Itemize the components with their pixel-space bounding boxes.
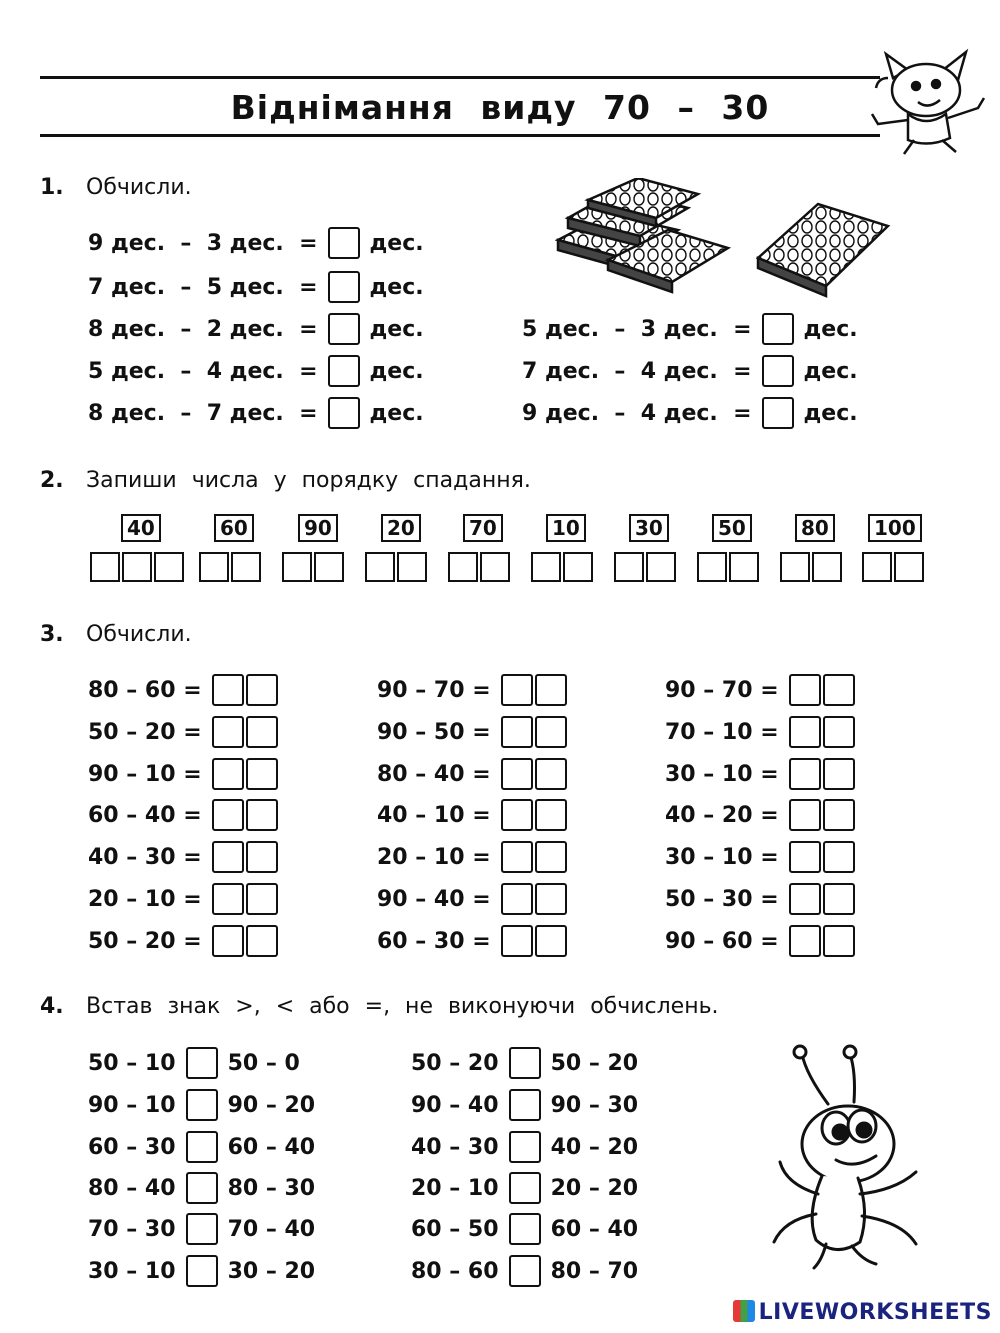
answer-cell[interactable] (246, 841, 278, 873)
expression-left: 80 – 60 (411, 1258, 499, 1284)
ex4-row (411, 1212, 638, 1246)
answer-cell[interactable] (789, 716, 821, 748)
expression: 90 – 50 = (377, 719, 491, 745)
expression: 40 – 20 = (665, 802, 779, 828)
answer-pair (789, 758, 857, 790)
ex1-a: 8 (88, 316, 104, 342)
answer-pair (501, 841, 569, 873)
expression-left: 30 – 10 (88, 1258, 176, 1284)
expression: 90 – 70 = (665, 677, 779, 703)
sign-box[interactable] (186, 1047, 218, 1079)
order-answer-group-1 (90, 552, 186, 582)
expression: 90 – 60 = (665, 928, 779, 954)
order-answer-group-2 (199, 552, 263, 582)
ex3-row (88, 715, 280, 749)
answer-cell[interactable] (535, 758, 567, 790)
answer-cell[interactable] (535, 674, 567, 706)
ex1-left-row-5: 8 дес. – 7 дес. = дес. (88, 396, 424, 430)
ex3-row (377, 882, 569, 916)
exercise-number: 1. (40, 175, 64, 200)
expression-left: 50 – 10 (88, 1050, 176, 1076)
ex3-row (665, 840, 857, 874)
answer-cell[interactable] (246, 758, 278, 790)
answer-cell[interactable] (823, 799, 855, 831)
ex1-b: 4 (206, 358, 223, 384)
answer-pair (212, 758, 280, 790)
answer-pair (212, 799, 280, 831)
answer-cell[interactable] (246, 799, 278, 831)
answer-cell[interactable] (729, 552, 759, 582)
exercise-2-heading (40, 468, 531, 493)
ex4-row (88, 1046, 300, 1080)
ex3-row (377, 757, 569, 791)
unit-label: дес. (369, 230, 424, 256)
exercise-4-heading (40, 994, 719, 1019)
ex3-row (665, 715, 857, 749)
ex3-row (88, 840, 280, 874)
ex4-row (411, 1254, 638, 1288)
answer-cell[interactable] (823, 841, 855, 873)
sign-box[interactable] (186, 1089, 218, 1121)
answer-pair (501, 716, 569, 748)
number-card: 50 (712, 514, 752, 542)
ex4-row (411, 1130, 638, 1164)
expression-left: 90 – 10 (88, 1092, 176, 1118)
sign-box[interactable] (509, 1213, 541, 1245)
answer-cell[interactable] (535, 925, 567, 957)
ex1-b: 3 (640, 316, 657, 342)
answer-cell[interactable] (397, 552, 427, 582)
answer-box[interactable] (328, 227, 360, 259)
liveworksheets-logo[interactable] (733, 1300, 992, 1325)
answer-cell[interactable] (231, 552, 261, 582)
answer-cell[interactable] (90, 552, 120, 582)
expression-left: 70 – 30 (88, 1216, 176, 1242)
number-card: 80 (795, 514, 835, 542)
answer-cell[interactable] (780, 552, 810, 582)
answer-cell[interactable] (823, 758, 855, 790)
expression: 30 – 10 = (665, 844, 779, 870)
unit-label: дес. (803, 400, 858, 426)
expression: 50 – 20 = (88, 719, 202, 745)
ex4-row (411, 1171, 638, 1205)
answer-cell[interactable] (531, 552, 561, 582)
expression-right: 20 – 20 (550, 1175, 639, 1201)
answer-box[interactable] (328, 271, 360, 303)
answer-box[interactable] (328, 313, 360, 345)
expression-right: 30 – 20 (227, 1258, 316, 1284)
ex1-a: 5 (522, 316, 538, 342)
answer-cell[interactable] (789, 883, 821, 915)
answer-pair (501, 674, 569, 706)
answer-cell[interactable] (535, 716, 567, 748)
answer-cell[interactable] (535, 883, 567, 915)
expression-left: 60 – 30 (88, 1134, 176, 1160)
answer-cell[interactable] (501, 674, 533, 706)
ant-mascot-illustration (766, 1044, 936, 1272)
ex3-row (665, 798, 857, 832)
exercise-number: 3. (40, 622, 64, 647)
answer-cell[interactable] (212, 883, 244, 915)
expression-left: 50 – 20 (411, 1050, 499, 1076)
order-answer-group-10 (862, 552, 926, 582)
number-card: 70 (463, 514, 503, 542)
order-answer-group-5 (448, 552, 512, 582)
expression-left: 20 – 10 (411, 1175, 499, 1201)
ex1-a: 8 (88, 400, 104, 426)
answer-pair (212, 841, 280, 873)
unit-label: дес. (369, 274, 424, 300)
answer-cell[interactable] (154, 552, 184, 582)
ex3-row (377, 840, 569, 874)
ex4-row (88, 1254, 315, 1288)
expression-right: 90 – 20 (227, 1092, 316, 1118)
answer-cell[interactable] (789, 841, 821, 873)
sign-box[interactable] (186, 1255, 218, 1287)
answer-pair (501, 758, 569, 790)
number-card: 40 (121, 514, 161, 542)
ex3-row (88, 673, 280, 707)
answer-pair (789, 925, 857, 957)
expression-right: 60 – 40 (550, 1216, 639, 1242)
answer-box[interactable] (762, 397, 794, 429)
sign-box[interactable] (509, 1131, 541, 1163)
answer-pair (789, 716, 857, 748)
answer-cell[interactable] (823, 674, 855, 706)
ex1-left-row-4: 5 дес. – 4 дес. = дес. (88, 354, 424, 388)
answer-cell[interactable] (246, 925, 278, 957)
answer-cell[interactable] (212, 674, 244, 706)
answer-cell[interactable] (823, 716, 855, 748)
ex3-row (665, 673, 857, 707)
exercise-instruction: Запиши числа у порядку спадання. (86, 468, 531, 493)
unit-label: дес. (369, 400, 424, 426)
answer-cell[interactable] (246, 883, 278, 915)
number-card: 20 (381, 514, 421, 542)
ex1-a: 7 (522, 358, 538, 384)
ex1-b: 2 (206, 316, 223, 342)
answer-cell[interactable] (122, 552, 152, 582)
ex3-row (377, 673, 569, 707)
ex3-row (377, 924, 569, 958)
exercise-number: 4. (40, 994, 64, 1019)
expression: 60 – 40 = (88, 802, 202, 828)
answer-cell[interactable] (501, 716, 533, 748)
sign-box[interactable] (509, 1089, 541, 1121)
expression: 40 – 10 = (377, 802, 491, 828)
answer-pair (212, 674, 280, 706)
order-answer-group-4 (365, 552, 429, 582)
number-card: 60 (214, 514, 254, 542)
ex1-left-row-3: 8 дес. – 2 дес. = дес. (88, 312, 424, 346)
expression: 90 – 10 = (88, 761, 202, 787)
order-answer-group-3 (282, 552, 346, 582)
answer-cell[interactable] (563, 552, 593, 582)
answer-cell[interactable] (789, 799, 821, 831)
ex1-b: 4 (640, 400, 657, 426)
answer-box[interactable] (328, 397, 360, 429)
ex3-row (665, 757, 857, 791)
exercise-instruction: Встав знак >, < або =, не виконуючи обчислень. (86, 994, 719, 1019)
sign-box[interactable] (186, 1131, 218, 1163)
answer-box[interactable] (328, 355, 360, 387)
answer-pair (789, 674, 857, 706)
answer-cell[interactable] (365, 552, 395, 582)
ex1-a: 5 (88, 358, 104, 384)
answer-pair (501, 925, 569, 957)
ex1-b: 5 (206, 274, 223, 300)
expression-right: 50 – 20 (550, 1050, 639, 1076)
unit-label: дес. (803, 316, 858, 342)
answer-cell[interactable] (789, 674, 821, 706)
unit-label: дес. (369, 358, 424, 384)
ex3-row (377, 715, 569, 749)
expression-right: 90 – 30 (550, 1092, 639, 1118)
answer-box[interactable] (762, 313, 794, 345)
answer-cell[interactable] (501, 883, 533, 915)
exercise-number: 2. (40, 468, 64, 493)
answer-cell[interactable] (501, 925, 533, 957)
expression-right: 40 – 20 (550, 1134, 639, 1160)
answer-cell[interactable] (501, 758, 533, 790)
exercise-instruction: Обчисли. (86, 175, 192, 200)
answer-cell[interactable] (246, 716, 278, 748)
order-answer-group-7 (614, 552, 678, 582)
expression-right: 80 – 30 (227, 1175, 316, 1201)
cat-mascot-illustration (868, 48, 988, 158)
number-card: 100 (868, 514, 922, 542)
ex3-row (665, 924, 857, 958)
answer-pair (789, 799, 857, 831)
sign-box[interactable] (509, 1172, 541, 1204)
expression: 30 – 10 = (665, 761, 779, 787)
answer-cell[interactable] (894, 552, 924, 582)
answer-cell[interactable] (282, 552, 312, 582)
order-answer-group-9 (780, 552, 844, 582)
expression-right: 60 – 40 (227, 1134, 316, 1160)
answer-pair (789, 883, 857, 915)
ex1-b: 7 (206, 400, 223, 426)
expression: 50 – 30 = (665, 886, 779, 912)
answer-cell[interactable] (789, 758, 821, 790)
expression-left: 40 – 30 (411, 1134, 499, 1160)
sign-box[interactable] (509, 1047, 541, 1079)
ex3-row (377, 798, 569, 832)
expression-left: 80 – 40 (88, 1175, 176, 1201)
ex3-row (88, 882, 280, 916)
answer-pair (212, 925, 280, 957)
answer-pair (501, 799, 569, 831)
answer-cell[interactable] (535, 799, 567, 831)
expression: 20 – 10 = (377, 844, 491, 870)
number-card: 30 (629, 514, 669, 542)
logo-text: LIVEWORKSHEETS (758, 1300, 992, 1325)
answer-cell[interactable] (614, 552, 644, 582)
answer-cell[interactable] (448, 552, 478, 582)
ex4-row (88, 1171, 315, 1205)
ex1-right-row-1: 5 дес. – 3 дес. = дес. (522, 312, 858, 346)
expression-right: 80 – 70 (550, 1258, 639, 1284)
header-rule-top (40, 76, 880, 79)
answer-cell[interactable] (646, 552, 676, 582)
expression-left: 60 – 50 (411, 1216, 499, 1242)
ex3-row (665, 882, 857, 916)
ex4-row (88, 1212, 315, 1246)
expression-right: 50 – 0 (227, 1050, 300, 1076)
egg-trays-illustration (548, 178, 898, 300)
unit-label: дес. (369, 316, 424, 342)
answer-cell[interactable] (535, 841, 567, 873)
answer-cell[interactable] (480, 552, 510, 582)
ex4-row (411, 1046, 638, 1080)
answer-cell[interactable] (823, 925, 855, 957)
answer-cell[interactable] (212, 799, 244, 831)
answer-cell[interactable] (501, 841, 533, 873)
ex1-b: 3 (206, 230, 223, 256)
exercise-1-heading (40, 175, 192, 200)
expression: 60 – 30 = (377, 928, 491, 954)
expression: 90 – 40 = (377, 886, 491, 912)
ex4-row (411, 1088, 638, 1122)
exercise-3-heading (40, 622, 192, 647)
answer-cell[interactable] (246, 674, 278, 706)
answer-cell[interactable] (501, 799, 533, 831)
ex4-row (88, 1088, 315, 1122)
expression: 50 – 20 = (88, 928, 202, 954)
expression: 40 – 30 = (88, 844, 202, 870)
sign-box[interactable] (186, 1213, 218, 1245)
ex1-right-row-2: 7 дес. – 4 дес. = дес. (522, 354, 858, 388)
answer-cell[interactable] (697, 552, 727, 582)
ex3-row (88, 757, 280, 791)
page-title: Віднімання виду 70 – 30 (230, 88, 770, 127)
order-answer-group-8 (697, 552, 761, 582)
liveworksheets-icon (733, 1300, 755, 1322)
answer-cell[interactable] (789, 925, 821, 957)
answer-pair (212, 883, 280, 915)
ex3-row (88, 924, 280, 958)
number-card: 90 (298, 514, 338, 542)
ex1-a: 9 (88, 230, 104, 256)
header-rule-bottom (40, 134, 880, 137)
exercise-instruction: Обчисли. (86, 622, 192, 647)
answer-cell[interactable] (199, 552, 229, 582)
answer-cell[interactable] (862, 552, 892, 582)
ex1-right-row-3: 9 дес. – 4 дес. = дес. (522, 396, 858, 430)
answer-cell[interactable] (314, 552, 344, 582)
expression: 20 – 10 = (88, 886, 202, 912)
answer-cell[interactable] (212, 925, 244, 957)
ex1-left-row-1: 9 дес. – 3 дес. = дес. (88, 226, 424, 260)
expression: 70 – 10 = (665, 719, 779, 745)
answer-pair (501, 883, 569, 915)
sign-box[interactable] (509, 1255, 541, 1287)
order-answer-group-6 (531, 552, 595, 582)
sign-box[interactable] (186, 1172, 218, 1204)
ex1-a: 9 (522, 400, 538, 426)
answer-cell[interactable] (823, 883, 855, 915)
ex3-row (88, 798, 280, 832)
ex1-a: 7 (88, 274, 104, 300)
expression: 80 – 40 = (377, 761, 491, 787)
ex1-left-row-2: 7 дес. – 5 дес. = дес. (88, 270, 424, 304)
answer-cell[interactable] (812, 552, 842, 582)
ex1-b: 4 (640, 358, 657, 384)
answer-pair (212, 716, 280, 748)
answer-cell[interactable] (212, 758, 244, 790)
answer-box[interactable] (762, 355, 794, 387)
ex4-row (88, 1130, 315, 1164)
answer-cell[interactable] (212, 841, 244, 873)
expression-left: 90 – 40 (411, 1092, 499, 1118)
expression-right: 70 – 40 (227, 1216, 316, 1242)
answer-cell[interactable] (212, 716, 244, 748)
unit-label: дес. (803, 358, 858, 384)
number-card: 10 (546, 514, 586, 542)
answer-pair (789, 841, 857, 873)
expression: 80 – 60 = (88, 677, 202, 703)
expression: 90 – 70 = (377, 677, 491, 703)
